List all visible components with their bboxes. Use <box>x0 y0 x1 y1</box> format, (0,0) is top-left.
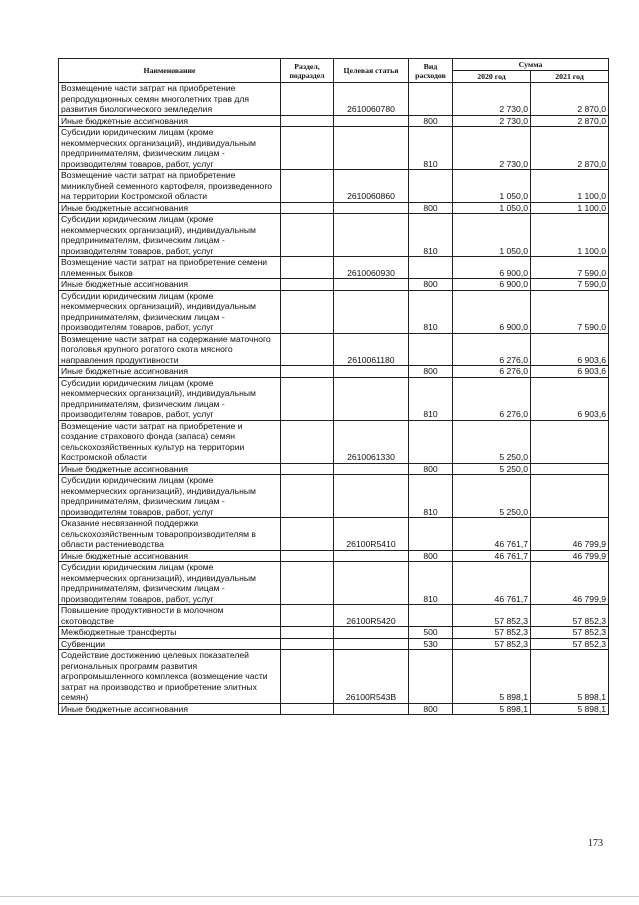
table-row <box>59 518 609 551</box>
table-row <box>59 463 609 475</box>
header-section: Раздел, подраздел <box>281 59 334 83</box>
row-value-2020: 57 852,3 <box>453 605 531 627</box>
row-value-2021: 46 799,9 <box>531 562 609 605</box>
row-value-2020: 6 900,0 <box>453 257 531 279</box>
row-value-2021: 7 590,0 <box>531 279 609 291</box>
row-value-2020: 6 900,0 <box>453 279 531 291</box>
row-name: Иные бюджетные ассигнования <box>59 115 281 127</box>
row-section <box>281 333 334 366</box>
row-value-2021: 7 590,0 <box>531 290 609 333</box>
row-kind <box>409 605 453 627</box>
row-name: Субсидии юридическим лицам (кроме некоммерческих организаций), индивидуальным предпринимателям, физическим лицам - производителям товаров, работ, услуг <box>59 475 281 518</box>
row-value-2020: 6 276,0 <box>453 366 531 378</box>
row-value-2021: 46 799,9 <box>531 550 609 562</box>
row-section <box>281 257 334 279</box>
row-target: 2610060860 <box>334 170 409 203</box>
row-section <box>281 550 334 562</box>
row-section <box>281 627 334 639</box>
row-target: 26100R543B <box>334 650 409 704</box>
table-row <box>59 627 609 639</box>
row-target <box>334 366 409 378</box>
budget-table <box>58 58 609 715</box>
row-value-2020: 5 898,1 <box>453 650 531 704</box>
row-kind: 500 <box>409 627 453 639</box>
row-section <box>281 366 334 378</box>
bottom-rule <box>0 896 639 897</box>
row-target <box>334 377 409 420</box>
row-target <box>334 627 409 639</box>
row-target: 2610060930 <box>334 257 409 279</box>
header-year-2020: 2020 год <box>453 71 531 83</box>
row-value-2020: 5 250,0 <box>453 420 531 463</box>
row-value-2021: 6 903,6 <box>531 333 609 366</box>
row-kind: 800 <box>409 279 453 291</box>
table-row <box>59 279 609 291</box>
row-kind: 800 <box>409 202 453 214</box>
row-section <box>281 115 334 127</box>
row-value-2020: 6 276,0 <box>453 333 531 366</box>
row-value-2021: 46 799,9 <box>531 518 609 551</box>
row-value-2020: 1 050,0 <box>453 202 531 214</box>
row-section <box>281 377 334 420</box>
table-row <box>59 420 609 463</box>
row-target <box>334 115 409 127</box>
row-name: Субсидии юридическим лицам (кроме некоммерческих организаций), индивидуальным предпринимателям, физическим лицам - производителям товаров, работ, услуг <box>59 290 281 333</box>
row-value-2020: 1 050,0 <box>453 170 531 203</box>
row-name: Субсидии юридическим лицам (кроме некоммерческих организаций), индивидуальным предпринимателям, физическим лицам - производителям товаров, работ, услуг <box>59 127 281 170</box>
row-kind: 810 <box>409 377 453 420</box>
row-kind <box>409 170 453 203</box>
table-row <box>59 333 609 366</box>
row-name: Иные бюджетные ассигнования <box>59 463 281 475</box>
row-name: Возмещение части затрат на приобретение миниклубней семенного картофеля, произведенного на территории Костромской области <box>59 170 281 203</box>
row-target <box>334 279 409 291</box>
table-row <box>59 605 609 627</box>
row-value-2020: 5 898,1 <box>453 703 531 715</box>
row-value-2020: 46 761,7 <box>453 562 531 605</box>
table-row <box>59 83 609 116</box>
row-value-2021: 1 100,0 <box>531 202 609 214</box>
table-row <box>59 366 609 378</box>
row-target <box>334 703 409 715</box>
row-value-2021: 2 870,0 <box>531 115 609 127</box>
row-kind: 810 <box>409 214 453 257</box>
row-kind <box>409 420 453 463</box>
row-section <box>281 605 334 627</box>
row-kind <box>409 333 453 366</box>
row-value-2021: 7 590,0 <box>531 257 609 279</box>
row-kind <box>409 518 453 551</box>
table-row <box>59 703 609 715</box>
row-value-2021: 6 903,6 <box>531 366 609 378</box>
row-kind: 810 <box>409 562 453 605</box>
table-row <box>59 475 609 518</box>
row-name: Повышение продуктивности в молочном скотоводстве <box>59 605 281 627</box>
row-section <box>281 127 334 170</box>
row-section <box>281 518 334 551</box>
row-kind: 800 <box>409 550 453 562</box>
header-sum: Сумма <box>453 59 609 71</box>
table-row <box>59 202 609 214</box>
row-name: Иные бюджетные ассигнования <box>59 366 281 378</box>
row-target: 2610061330 <box>334 420 409 463</box>
row-value-2020: 2 730,0 <box>453 127 531 170</box>
row-value-2021: 1 100,0 <box>531 170 609 203</box>
row-value-2020: 1 050,0 <box>453 214 531 257</box>
row-value-2020: 2 730,0 <box>453 115 531 127</box>
row-section <box>281 703 334 715</box>
row-name: Содействие достижению целевых показателей региональных программ развития агропромышленного комплекса (возмещение части затрат на производство и приобретение элитных семян) <box>59 650 281 704</box>
row-kind: 530 <box>409 638 453 650</box>
row-section <box>281 650 334 704</box>
row-target <box>334 214 409 257</box>
row-kind: 800 <box>409 463 453 475</box>
row-value-2021: 5 898,1 <box>531 650 609 704</box>
row-value-2021: 57 852,3 <box>531 627 609 639</box>
header-year-2021: 2021 год <box>531 71 609 83</box>
row-value-2020: 57 852,3 <box>453 627 531 639</box>
row-value-2021: 5 898,1 <box>531 703 609 715</box>
row-target <box>334 290 409 333</box>
table-row <box>59 127 609 170</box>
row-name: Возмещение части затрат на приобретение и создание страхового фонда (запаса) семян сельскохозяйственных культур на территории Костромской области <box>59 420 281 463</box>
row-name: Возмещение части затрат на приобретение семени племенных быков <box>59 257 281 279</box>
row-name: Субсидии юридическим лицам (кроме некоммерческих организаций), индивидуальным предпринимателям, физическим лицам - производителям товаров, работ, услуг <box>59 377 281 420</box>
row-value-2020: 6 900,0 <box>453 290 531 333</box>
table-row <box>59 638 609 650</box>
row-target <box>334 550 409 562</box>
row-value-2020: 46 761,7 <box>453 550 531 562</box>
row-section <box>281 83 334 116</box>
table-row <box>59 257 609 279</box>
table-row <box>59 377 609 420</box>
row-kind <box>409 257 453 279</box>
row-value-2020: 6 276,0 <box>453 377 531 420</box>
row-value-2021 <box>531 420 609 463</box>
row-name: Иные бюджетные ассигнования <box>59 703 281 715</box>
row-value-2021: 2 870,0 <box>531 83 609 116</box>
row-kind: 800 <box>409 366 453 378</box>
row-value-2021 <box>531 475 609 518</box>
header-kind: Вид расходов <box>409 59 453 83</box>
header-target: Целевая статья <box>334 59 409 83</box>
table-row <box>59 115 609 127</box>
table-row <box>59 170 609 203</box>
row-value-2021: 1 100,0 <box>531 214 609 257</box>
row-kind: 810 <box>409 475 453 518</box>
row-section <box>281 170 334 203</box>
row-value-2021: 2 870,0 <box>531 127 609 170</box>
row-target <box>334 202 409 214</box>
row-kind <box>409 650 453 704</box>
row-kind: 800 <box>409 703 453 715</box>
row-name: Иные бюджетные ассигнования <box>59 550 281 562</box>
row-section <box>281 214 334 257</box>
table-row <box>59 562 609 605</box>
row-value-2020: 46 761,7 <box>453 518 531 551</box>
row-value-2020: 57 852,3 <box>453 638 531 650</box>
row-target <box>334 562 409 605</box>
row-section <box>281 475 334 518</box>
row-section <box>281 420 334 463</box>
row-name: Возмещение части затрат на содержание маточного поголовья крупного рогатого скота мясного направления продуктивности <box>59 333 281 366</box>
table-header <box>59 59 609 83</box>
row-kind: 800 <box>409 115 453 127</box>
row-target <box>334 638 409 650</box>
row-value-2020: 5 250,0 <box>453 475 531 518</box>
row-section <box>281 463 334 475</box>
page-number: 173 <box>588 838 603 849</box>
row-target <box>334 127 409 170</box>
row-target <box>334 463 409 475</box>
row-value-2020: 5 250,0 <box>453 463 531 475</box>
table-row <box>59 650 609 704</box>
row-name: Оказание несвязанной поддержки сельскохозяйственным товаропроизводителям в области растениеводства <box>59 518 281 551</box>
row-section <box>281 290 334 333</box>
row-target: 2610060780 <box>334 83 409 116</box>
row-name: Иные бюджетные ассигнования <box>59 279 281 291</box>
row-kind <box>409 83 453 116</box>
row-section <box>281 562 334 605</box>
row-section <box>281 202 334 214</box>
row-value-2021 <box>531 463 609 475</box>
header-name: Наименование <box>59 59 281 83</box>
row-target: 2610061180 <box>334 333 409 366</box>
row-target <box>334 475 409 518</box>
row-value-2021: 57 852,3 <box>531 638 609 650</box>
row-value-2021: 6 903,6 <box>531 377 609 420</box>
row-kind: 810 <box>409 290 453 333</box>
row-value-2021: 57 852,3 <box>531 605 609 627</box>
row-section <box>281 279 334 291</box>
row-target: 26100R5420 <box>334 605 409 627</box>
row-value-2020: 2 730,0 <box>453 83 531 116</box>
row-name: Иные бюджетные ассигнования <box>59 202 281 214</box>
row-section <box>281 638 334 650</box>
row-name: Субвенции <box>59 638 281 650</box>
table-row <box>59 214 609 257</box>
table-row <box>59 550 609 562</box>
table-body <box>59 83 609 715</box>
row-name: Межбюджетные трансферты <box>59 627 281 639</box>
row-name: Возмещение части затрат на приобретение репродукционных семян многолетних трав для развития биологического земледелия <box>59 83 281 116</box>
table-row <box>59 290 609 333</box>
row-kind: 810 <box>409 127 453 170</box>
row-name: Субсидии юридическим лицам (кроме некоммерческих организаций), индивидуальным предпринимателям, физическим лицам - производителям товаров, работ, услуг <box>59 562 281 605</box>
row-name: Субсидии юридическим лицам (кроме некоммерческих организаций), индивидуальным предпринимателям, физическим лицам - производителям товаров, работ, услуг <box>59 214 281 257</box>
row-target: 26100R5410 <box>334 518 409 551</box>
